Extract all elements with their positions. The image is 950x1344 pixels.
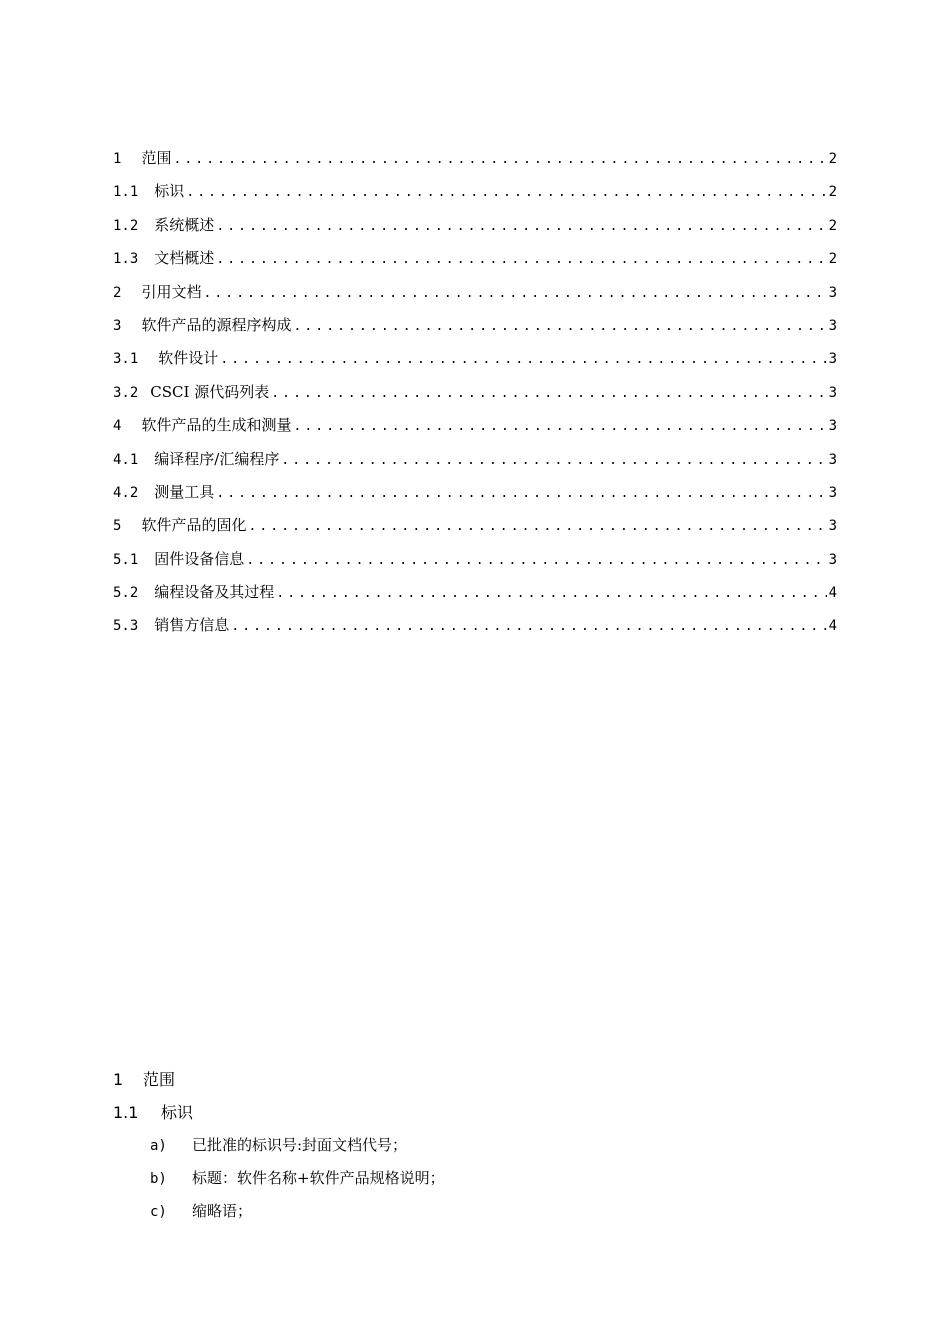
toc-entry-page: 3	[828, 284, 837, 301]
toc-dot-leader	[220, 343, 826, 376]
list-item	[113, 1195, 837, 1228]
toc-dot-leader	[248, 510, 826, 543]
toc-dot-leader	[186, 176, 826, 209]
toc-entry[interactable]	[113, 276, 837, 309]
toc-entry[interactable]	[113, 509, 837, 542]
toc-entry-page: 3	[828, 351, 837, 368]
toc-entry-title: 引用文档	[141, 282, 202, 301]
toc-entry-page: 4	[828, 618, 837, 635]
list-item-text: 标题：软件名称+软件产品规格说明；	[192, 1169, 445, 1187]
toc-entry-page: 3	[828, 484, 837, 501]
toc-entry[interactable]	[113, 242, 837, 275]
list-item	[113, 1129, 837, 1162]
toc-entry-page: 2	[828, 151, 837, 167]
toc-dot-leader	[271, 377, 826, 410]
toc-entry-page: 4	[828, 585, 837, 602]
toc-entry[interactable]	[113, 443, 837, 476]
toc-entry[interactable]	[113, 142, 837, 175]
toc-entry-title: 销售方信息	[154, 616, 230, 635]
toc-entry-title: 软件产品的生成和测量	[141, 416, 292, 435]
toc-dot-leader	[293, 410, 826, 443]
toc-dot-leader	[216, 210, 826, 243]
toc-entry-page: 2	[828, 184, 837, 201]
toc-entry-title: 固件设备信息	[154, 549, 245, 568]
toc-entry[interactable]	[113, 309, 837, 342]
toc-dot-leader	[276, 577, 826, 610]
section-heading	[113, 1063, 837, 1096]
toc-entry-title: 文档概述	[154, 249, 215, 268]
list-item-text: 已批准的标识号:封面文档代号；	[192, 1136, 408, 1154]
toc-entry-title: 标识	[154, 182, 185, 201]
list-marker: a)	[150, 1138, 167, 1154]
toc-entry-title: 测量工具	[154, 482, 215, 501]
toc-entry[interactable]	[113, 543, 837, 576]
toc-entry-number: 5.3	[113, 618, 139, 635]
toc-entry-title: 软件产品的源程序构成	[141, 315, 292, 334]
toc-entry-title: 系统概述	[154, 215, 215, 234]
document-body	[113, 1063, 837, 1228]
subsection-title: 标识	[161, 1103, 194, 1122]
toc-entry-page: 3	[828, 451, 837, 468]
toc-entry[interactable]	[113, 175, 837, 208]
toc-entry[interactable]	[113, 576, 837, 609]
section-number: 1	[113, 1070, 124, 1089]
toc-entry-title: 范围	[141, 149, 172, 167]
toc-entry-number: 5.2	[113, 585, 139, 602]
toc-entry-number: 1.3	[113, 251, 139, 268]
toc-entry-number: 1.1	[113, 184, 139, 201]
toc-entry-title: 编译程序/汇编程序	[154, 449, 280, 468]
toc-entry-title: 软件产品的固化	[141, 516, 247, 535]
toc-dot-leader	[216, 243, 826, 276]
toc-entry-number: 4.2	[113, 484, 139, 501]
toc-entry-number: 3.2	[113, 384, 139, 401]
toc-dot-leader	[281, 444, 826, 477]
list-marker: c)	[150, 1204, 167, 1220]
section-title: 范围	[143, 1070, 176, 1089]
toc-entry-title: CSCI 源代码列表	[150, 382, 270, 401]
list-marker: b)	[150, 1171, 167, 1187]
toc-entry[interactable]	[113, 609, 837, 642]
toc-entry-page: 3	[828, 317, 837, 334]
toc-entry-number: 3.1	[113, 351, 139, 368]
toc-entry[interactable]	[113, 342, 837, 375]
toc-dot-leader	[231, 610, 826, 643]
toc-entry[interactable]	[113, 476, 837, 509]
toc-entry-page: 2	[828, 217, 837, 234]
table-of-contents	[113, 142, 837, 643]
toc-entry-page: 3	[828, 551, 837, 568]
toc-dot-leader	[216, 477, 826, 510]
toc-entry-number: 5.1	[113, 551, 139, 568]
toc-entry-number: 4.1	[113, 451, 139, 468]
toc-entry-number: 4	[113, 418, 122, 435]
toc-dot-leader	[203, 277, 826, 310]
toc-entry-page: 3	[828, 418, 837, 435]
toc-dot-leader	[173, 143, 826, 176]
toc-entry[interactable]	[113, 209, 837, 242]
toc-dot-leader	[293, 310, 826, 343]
toc-entry-number: 1.2	[113, 217, 139, 234]
toc-entry-number: 2	[113, 284, 122, 301]
toc-entry-page: 3	[828, 384, 837, 401]
subsection-heading	[113, 1096, 837, 1129]
list-item-text: 缩略语；	[192, 1202, 253, 1220]
subsection-number: 1.1	[113, 1103, 139, 1122]
toc-entry[interactable]	[113, 376, 837, 409]
toc-entry[interactable]	[113, 409, 837, 442]
toc-entry-page: 3	[828, 518, 837, 535]
toc-dot-leader	[246, 544, 826, 577]
toc-entry-number: 3	[113, 317, 122, 334]
toc-entry-number: 5	[113, 518, 122, 535]
toc-entry-title: 软件设计	[158, 349, 219, 368]
toc-entry-title: 编程设备及其过程	[154, 583, 275, 602]
list-item	[113, 1162, 837, 1195]
toc-entry-number: 1	[113, 151, 122, 167]
toc-entry-page: 2	[828, 251, 837, 268]
